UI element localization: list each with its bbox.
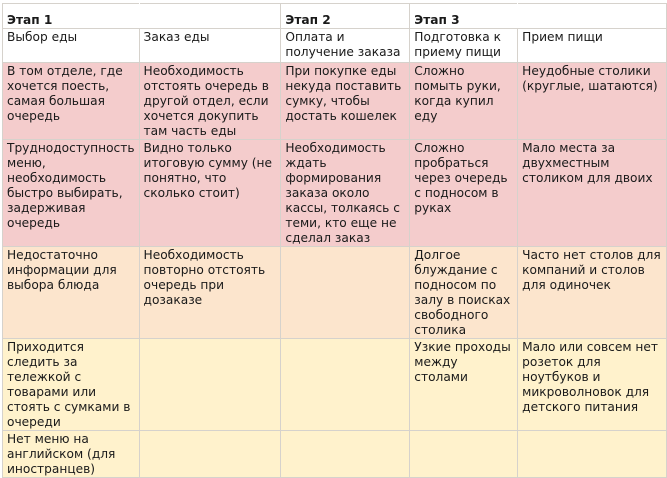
table-cell[interactable]: Мало или совсем нет розеток для ноутбуков и микроволновок для детского питания bbox=[518, 339, 667, 431]
table-cell[interactable]: Сложно помыть руки, когда купил еду bbox=[410, 63, 518, 140]
column-header-food-choice[interactable]: Выбор еды bbox=[3, 29, 140, 63]
stage-2-header[interactable] bbox=[281, 4, 410, 29]
table-cell[interactable]: Необходимость отстоять очередь в другой отдел, если хочется докупить там часть еды bbox=[139, 63, 281, 140]
column-header-row bbox=[3, 29, 667, 63]
pain-points-table bbox=[2, 3, 667, 478]
table-cell[interactable]: Нет меню на английском (для иностранцев) bbox=[3, 431, 140, 478]
table-cell[interactable] bbox=[281, 431, 410, 478]
table-cell[interactable]: Приходится следить за тележкой с товарами или стоять с сумками в очереди bbox=[3, 339, 140, 431]
table-cell[interactable]: Недостаточно информации для выбора блюда bbox=[3, 247, 140, 339]
table-row bbox=[3, 431, 667, 478]
table-row bbox=[3, 63, 667, 140]
stage-1-header[interactable] bbox=[3, 4, 140, 29]
table-cell[interactable] bbox=[281, 247, 410, 339]
stage-1-header-cont[interactable] bbox=[139, 4, 281, 29]
table-cell[interactable] bbox=[518, 431, 667, 478]
table-row bbox=[3, 247, 667, 339]
column-header-food-order[interactable]: Заказ еды bbox=[139, 29, 281, 63]
stage-label: Этап 2 bbox=[285, 13, 331, 27]
table-cell[interactable]: В том отделе, где хочется поесть, самая большая очередь bbox=[3, 63, 140, 140]
table-cell[interactable]: Узкие проходы между столами bbox=[410, 339, 518, 431]
stage-header-row bbox=[3, 4, 667, 29]
table-cell[interactable]: Часто нет столов для компаний и столов для одиночек bbox=[518, 247, 667, 339]
table-cell[interactable]: Долгое блуждание с подносом по залу в поисках свободного столика bbox=[410, 247, 518, 339]
table-cell[interactable]: Необходимость повторно отстоять очередь при дозаказе bbox=[139, 247, 281, 339]
stage-label: Этап 1 bbox=[7, 13, 53, 27]
table-cell[interactable] bbox=[139, 431, 281, 478]
column-header-eating[interactable]: Прием пищи bbox=[518, 29, 667, 63]
table-cell[interactable]: Необходимость ждать формирования заказа около кассы, толкаясь с теми, кто еще не сделал заказ bbox=[281, 140, 410, 247]
column-header-preparation[interactable]: Подготовка к приему пищи bbox=[410, 29, 518, 63]
table-cell[interactable]: Мало места за двухместным столиком для двоих bbox=[518, 140, 667, 247]
stage-label: Этап 3 bbox=[414, 13, 460, 27]
table-cell[interactable]: Неудобные столики (круглые, шатаются) bbox=[518, 63, 667, 140]
table-cell[interactable]: При покупке еды некуда поставить сумку, чтобы достать кошелек bbox=[281, 63, 410, 140]
table-cell[interactable] bbox=[410, 431, 518, 478]
table-cell[interactable] bbox=[281, 339, 410, 431]
table-cell[interactable]: Видно только итоговую сумму (не понятно, что сколько стоит) bbox=[139, 140, 281, 247]
table-cell[interactable]: Труднодоступность меню, необходимость быстро выбирать, задерживая очередь bbox=[3, 140, 140, 247]
column-header-payment[interactable]: Оплата и получение заказа bbox=[281, 29, 410, 63]
table-row bbox=[3, 140, 667, 247]
table-cell[interactable]: Сложно пробраться через очередь с подносом в руках bbox=[410, 140, 518, 247]
table-cell[interactable] bbox=[139, 339, 281, 431]
stage-3-header[interactable] bbox=[410, 4, 518, 29]
table-row bbox=[3, 339, 667, 431]
stage-3-header-cont[interactable] bbox=[518, 4, 667, 29]
